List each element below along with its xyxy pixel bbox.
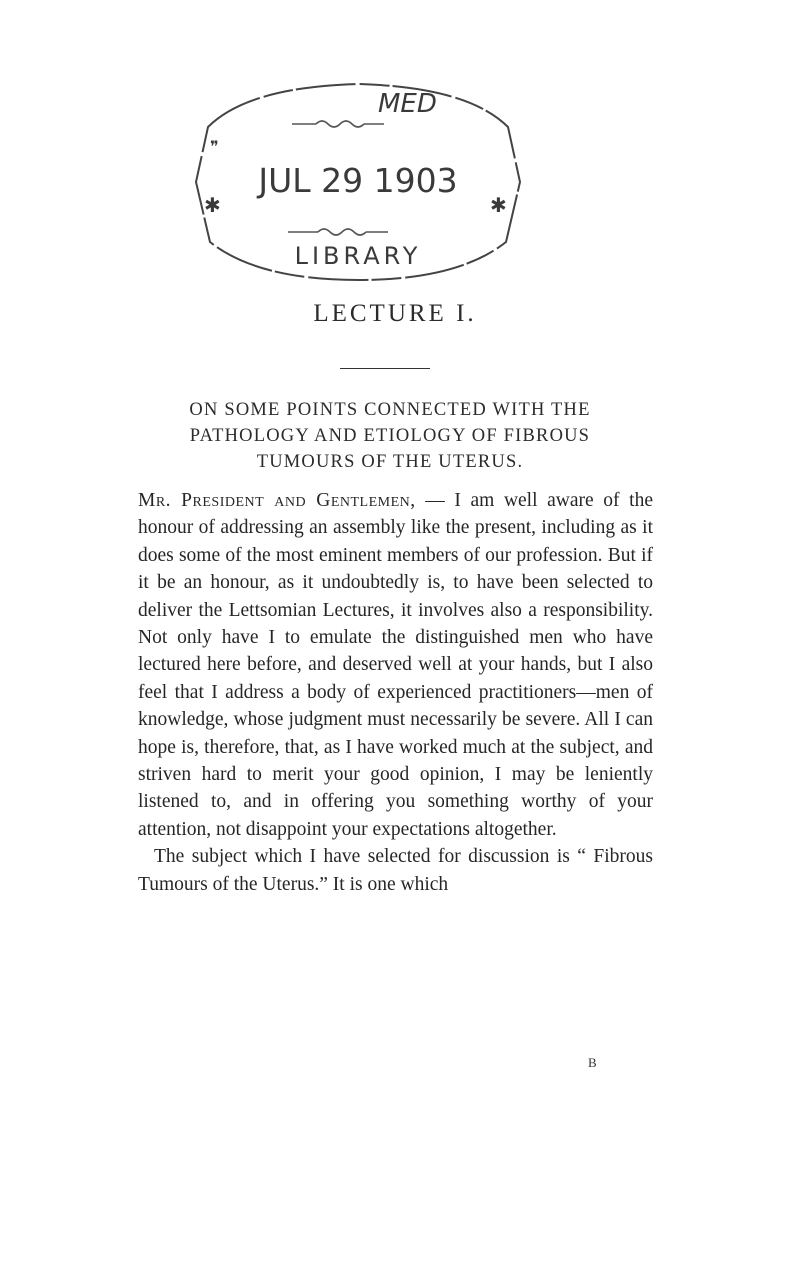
lecture-body bbox=[138, 487, 653, 898]
subtitle-line: ON SOME POINTS CONNECTED WITH THE bbox=[189, 400, 591, 420]
star-icon-right: ✱ bbox=[490, 193, 507, 217]
stamp-date: JUL 29 1903 bbox=[258, 161, 458, 200]
lecture-subtitle bbox=[130, 397, 650, 475]
paragraph-opening-text: — I am well aware of the honour of addressing an assembly like the present, including as it does some of the most eminent members of our profession. But if it be an honour, as it undoubtedly is, to have been selected to deliver the Lettsomian Lectures, it involves also a responsibility. Not only have I to emulate the distinguished men who have lectured here before, and deserved well at your hands, but I also feel that I address a body of experienced practitioners—men of knowledge, whose judgment must necessarily be severe. All I can hope is, therefore, that, as I have worked much at the subject, and striven hard to merit your good opinion, I may be leniently listened to, and in offering you something worthy of your attention, not disappoint your expectations altogether. bbox=[138, 490, 653, 840]
subtitle-line: TUMOURS OF THE UTERUS. bbox=[256, 452, 524, 472]
paragraph-opening bbox=[138, 487, 653, 843]
quote-mark-icon: ❞ bbox=[210, 137, 219, 156]
title-divider bbox=[340, 368, 430, 369]
library-stamp-graphic bbox=[188, 82, 528, 282]
library-stamp bbox=[188, 82, 528, 282]
subtitle-line: PATHOLOGY AND ETIOLOGY OF FIBROUS bbox=[189, 426, 591, 446]
stamp-bottom-text: LIBRARY bbox=[294, 242, 422, 270]
paragraph-subject: The subject which I have selected for discussion is “ Fibrous Tumours of the Uterus.” It is one which bbox=[138, 846, 653, 895]
stamp-top-text: MED bbox=[378, 89, 437, 119]
salutation: Mr. President and Gentlemen, bbox=[138, 490, 416, 511]
star-icon-left: ✱ bbox=[204, 193, 221, 217]
signature-mark: B bbox=[588, 1055, 597, 1070]
lecture-title: LECTURE I. bbox=[313, 300, 477, 327]
